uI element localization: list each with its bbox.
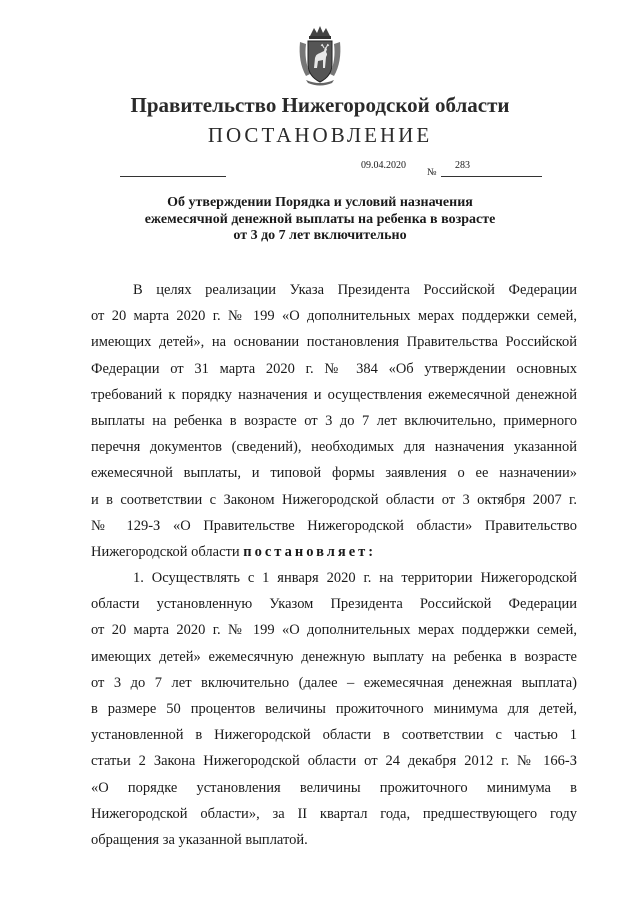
title-line: от 3 до 7 лет включительно: [233, 228, 407, 243]
paragraph-line: 1. Осуществлять с 1 января 2020 г. на территории Нижегородской: [133, 570, 577, 587]
document-type: ПОСТАНОВЛЕНИЕ: [207, 123, 433, 147]
paragraph-line: статьи 2 Закона Нижегородской области от 24 декабря 2012 г. № 166-З: [91, 753, 577, 770]
paragraph-line-text: Нижегородской области: [91, 543, 244, 560]
registration-number: 283: [455, 160, 470, 171]
paragraph-line: от 20 марта 2020 г. № 199 «О дополнительных мерах поддержки семей,: [91, 308, 577, 325]
paragraph-line: имеющих детей», на основании постановления Правительства Российской: [91, 334, 577, 351]
paragraph-line: и в соответствии с Законом Нижегородской области от 3 октября 2007 г.: [91, 491, 577, 508]
paragraph-line: требований к порядку назначения и осуществления ежемесячной денежной: [91, 386, 577, 403]
registration-number-line: [441, 176, 542, 177]
government-name: Правительство Нижегородской области: [130, 93, 510, 117]
paragraph-line: в размере 50 процентов величины прожиточного минимума для детей,: [91, 701, 577, 717]
paragraph-line: № 129-З «О Правительстве Нижегородской области» Правительство: [91, 517, 577, 534]
paragraph-line: обращения за указанной выплатой.: [91, 831, 308, 848]
paragraph-line-last: [91, 539, 577, 565]
resolution-keyword: постановляет:: [243, 543, 377, 560]
paragraph-line: Нижегородской области», за II квартал года, предшествующего году: [91, 805, 577, 822]
paragraph-line: ежемесячной выплаты, и типовой формы заявления о ее назначении»: [91, 465, 577, 482]
document-title: [100, 195, 540, 245]
registration-number-label: №: [427, 167, 437, 178]
registration-date: 09.04.2020: [361, 160, 406, 171]
paragraph-line: Федерации от 31 марта 2020 г. № 384 «Об утверждении основных: [91, 360, 577, 377]
coat-of-arms-icon: [296, 24, 344, 86]
paragraph-line: «О порядке установления величины прожиточного минимума в: [91, 779, 577, 796]
paragraph-line: от 20 марта 2020 г. № 199 «О дополнительных мерах поддержки семей,: [91, 622, 577, 639]
document-body: [91, 277, 577, 853]
registration-blank-line: [120, 176, 226, 177]
paragraph-line: перечня документов (сведений), необходимых для назначения указанной: [91, 439, 577, 456]
paragraph-line: выплаты на ребенка в возрасте от 3 до 7 лет включительно, примерного: [91, 412, 577, 429]
title-line: Об утверждении Порядка и условий назначения: [167, 195, 473, 210]
paragraph-line: области установленную Указом Президента Российской Федерации: [91, 596, 577, 613]
paragraph-line: имеющих детей» ежемесячную денежную выплату на ребенка в возрасте: [91, 648, 577, 665]
title-line: ежемесячной денежной выплаты на ребенка в возрасте: [144, 211, 496, 227]
paragraph-line: В целях реализации Указа Президента Российской Федерации: [133, 282, 577, 298]
paragraph-line: от 3 до 7 лет включительно (далее – ежемесячная денежная выплата): [91, 674, 577, 691]
paragraph-line: установленной в Нижегородской области в соответствии с частью 1: [91, 727, 577, 744]
